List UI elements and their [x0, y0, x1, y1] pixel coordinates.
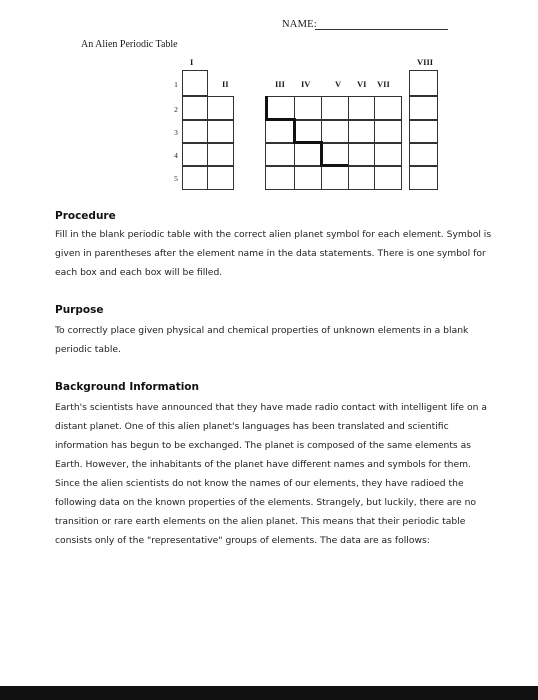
- cell-g7-p2[interactable]: [374, 96, 402, 120]
- cell-g1-p1[interactable]: [182, 70, 208, 96]
- cell-g6-p4[interactable]: [348, 143, 375, 166]
- group-label-7: VII: [377, 79, 390, 89]
- period-label-3: 3: [174, 128, 178, 137]
- period-label-5: 5: [174, 174, 178, 183]
- background-heading: Background Information: [55, 381, 200, 393]
- name-input-line[interactable]: [315, 29, 448, 30]
- table-title: An Alien Periodic Table: [81, 39, 178, 50]
- group-label-8: VIII: [417, 57, 434, 67]
- cell-g4-p4[interactable]: [294, 143, 322, 166]
- cell-g4-p3[interactable]: [294, 120, 322, 143]
- bottom-bar: [0, 686, 538, 700]
- cell-g8-p2[interactable]: [409, 96, 438, 120]
- cell-g7-p5[interactable]: [374, 166, 402, 190]
- group-label-3: III: [275, 79, 285, 89]
- cell-g1-p4[interactable]: [182, 143, 208, 166]
- background-text: Earth's scientists have announced that they have made radio contact with intelligent life on a distant planet. One of this alien planet's languages has been translated and scientific information has begun to be exchanged. The planet is composed of the same elements as Earth. However, the inhabitants of the planet have different names and symbols for them. Since the alien scientists do not know the names of our elements, they have radioed the following data on the known properties of the elements. Strangely, but luckily, there are no transition or rare earth elements on the alien planet. This means that their periodic table consists only of the "representative" groups of elements. The data are as follows:: [55, 402, 487, 546]
- purpose-text: To correctly place given physical and chemical properties of unknown elements in a blank periodic table.: [55, 325, 469, 355]
- name-label: NAME:: [282, 19, 317, 30]
- cell-g7-p4[interactable]: [374, 143, 402, 166]
- cell-g3-p5[interactable]: [265, 166, 295, 190]
- period-label-4: 4: [174, 151, 178, 160]
- cell-g8-p5[interactable]: [409, 166, 438, 190]
- group-label-6: VI: [357, 79, 367, 89]
- cell-g3-p4[interactable]: [265, 143, 295, 166]
- cell-g5-p2[interactable]: [321, 96, 349, 120]
- cell-g8-p4[interactable]: [409, 143, 438, 166]
- group-label-4: IV: [301, 79, 311, 89]
- cell-g5-p3[interactable]: [321, 120, 349, 143]
- cell-g3-p2[interactable]: [265, 96, 295, 120]
- cell-g1-p3[interactable]: [182, 120, 208, 143]
- procedure-heading: Procedure: [55, 210, 116, 222]
- group-label-1: I: [190, 57, 194, 67]
- cell-g8-p1[interactable]: [409, 70, 438, 96]
- staircase-line: [320, 164, 348, 167]
- group-label-5: V: [335, 79, 342, 89]
- cell-g8-p3[interactable]: [409, 120, 438, 143]
- cell-g1-p2[interactable]: [182, 96, 208, 120]
- cell-g6-p5[interactable]: [348, 166, 375, 190]
- purpose-heading: Purpose: [55, 304, 104, 316]
- cell-g4-p2[interactable]: [294, 96, 322, 120]
- cell-g6-p2[interactable]: [348, 96, 375, 120]
- cell-g4-p5[interactable]: [294, 166, 322, 190]
- cell-g3-p3[interactable]: [265, 120, 295, 143]
- staircase-line: [265, 118, 295, 121]
- cell-g1-p5[interactable]: [182, 166, 208, 190]
- staircase-line: [293, 141, 322, 144]
- cell-g5-p4[interactable]: [321, 143, 349, 166]
- staircase-line: [265, 96, 268, 120]
- procedure-text: Fill in the blank periodic table with the correct alien planet symbol for each element. Symbol is given in parentheses after the element name in the data statements. There is one symbol for each box and each box will be filled.: [55, 229, 492, 278]
- cell-g7-p3[interactable]: [374, 120, 402, 143]
- staircase-line: [320, 141, 323, 166]
- cell-g5-p5[interactable]: [321, 166, 349, 190]
- cell-g2-p5[interactable]: [207, 166, 234, 190]
- cell-g6-p3[interactable]: [348, 120, 375, 143]
- cell-g2-p4[interactable]: [207, 143, 234, 166]
- cell-g2-p2[interactable]: [207, 96, 234, 120]
- period-label-2: 2: [174, 105, 178, 114]
- group-label-2: II: [222, 79, 229, 89]
- period-label-1: 1: [174, 80, 178, 89]
- staircase-line: [293, 118, 296, 143]
- cell-g2-p3[interactable]: [207, 120, 234, 143]
